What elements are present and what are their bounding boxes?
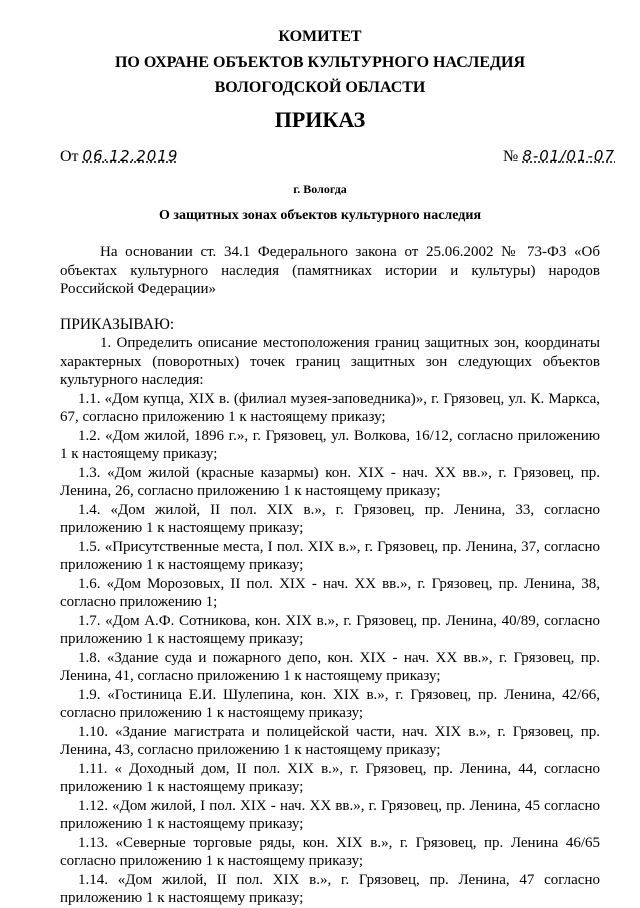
list-item: 1.8. «Здание суда и пожарного депо, кон. XIX - нач. XX вв.», г. Грязовец, пр. Ленина, 41, согласно приложению 1 к настоящему приказу;	[60, 649, 600, 684]
list-item: 1.13. «Северные торговые ряды, кон. XIX в.», г. Грязовец, пр. Ленина 46/65 согласно приложению 1 к настоящему приказу;	[60, 834, 600, 869]
number-value: 8-01/01-07	[522, 147, 615, 165]
list-item: 1.6. «Дом Морозовых, II пол. XIX - нач. XX вв.», г. Грязовец, пр. Ленина, 38, согласно приложению 1;	[60, 575, 600, 610]
date-number-row	[60, 147, 615, 169]
list-item: 1.10. «Здание магистрата и полицейской части, нач. XIX в.», г. Грязовец, пр. Ленина, 43, согласно приложению 1 к настоящему приказу;	[60, 723, 600, 758]
document-subject: О защитных зонах объектов культурного наследия	[158, 208, 482, 223]
list-item: 1.11. « Доходный дом, II пол. XIX в.», г. Грязовец, пр. Ленина, 44, согласно приложению 1 к настоящему приказу;	[60, 760, 600, 795]
number-field	[503, 147, 615, 166]
committee-subtitle: ПО ОХРАНЕ ОБЪЕКТОВ КУЛЬТУРНОГО НАСЛЕДИЯ	[114, 54, 526, 71]
list-item: 1.3. «Дом жилой (красные казармы) кон. XIX - нач. XX вв.», г. Грязовец, пр. Ленина, 26, согласно приложению 1 к настоящему приказу;	[60, 464, 600, 499]
date-field	[60, 147, 178, 166]
preamble: На основании ст. 34.1 Федерального закона от 25.06.2002 № 73-ФЗ «Об объектах культурного наследия (памятниках истории и культуры) народов Российской Федерации»	[60, 244, 600, 297]
order-word: ПРИКАЗЫВАЮ:	[60, 315, 175, 333]
document-body	[60, 243, 600, 908]
number-label: №	[503, 148, 519, 165]
clause-1: 1. Определить описание местоположения границ защитных зон, координаты характерных (поворотных) точек границ защитных зон следующих объектов культурного наследия:	[60, 335, 600, 388]
date-label: От	[60, 148, 79, 165]
list-item: 1.7. «Дом А.Ф. Сотникова, кон. XIX в.», г. Грязовец, пр. Ленина, 40/89, согласно приложению 1 к настоящему приказу;	[60, 612, 600, 647]
items-list	[60, 390, 600, 908]
document-type: ПРИКАЗ	[274, 107, 366, 132]
list-item: 1.4. «Дом жилой, II пол. XIX в.», г. Грязовец, пр. Ленина, 33, согласно приложению 1 к настоящему приказу;	[60, 501, 600, 536]
committee-region: ВОЛОГОДСКОЙ ОБЛАСТИ	[214, 79, 426, 96]
list-item: 1.12. «Дом жилой, I пол. XIX - нач. XX вв.», г. Грязовец, пр. Ленина, 45 согласно приложению 1 к настоящему приказу;	[60, 797, 600, 832]
list-item: 1.2. «Дом жилой, 1896 г.», г. Грязовец, ул. Волкова, 16/12, согласно приложению 1 к настоящему приказу;	[60, 427, 600, 462]
list-item: 1.5. «Присутственные места, I пол. XIX в.», г. Грязовец, пр. Ленина, 37, согласно приложению 1 к настоящему приказу;	[60, 538, 600, 573]
date-value: 06.12.2019	[82, 147, 179, 165]
city: г. Вологда	[293, 182, 347, 196]
list-item: 1.14. «Дом жилой, II пол. XIX в.», г. Грязовец, пр. Ленина, 47 согласно приложению 1 к настоящему приказу;	[60, 871, 600, 906]
list-item: 1.1. «Дом купца, XIX в. (филиал музея-заповедника)», г. Грязовец, ул. К. Маркса, 67, согласно приложению 1 к настоящему приказу;	[60, 390, 600, 425]
committee-title: КОМИТЕТ	[278, 28, 362, 45]
list-item: 1.9. «Гостиница Е.И. Шулепина, кон. XIX в.», г. Грязовец, пр. Ленина, 42/66, согласно приложению 1 к настоящему приказу;	[60, 686, 600, 721]
